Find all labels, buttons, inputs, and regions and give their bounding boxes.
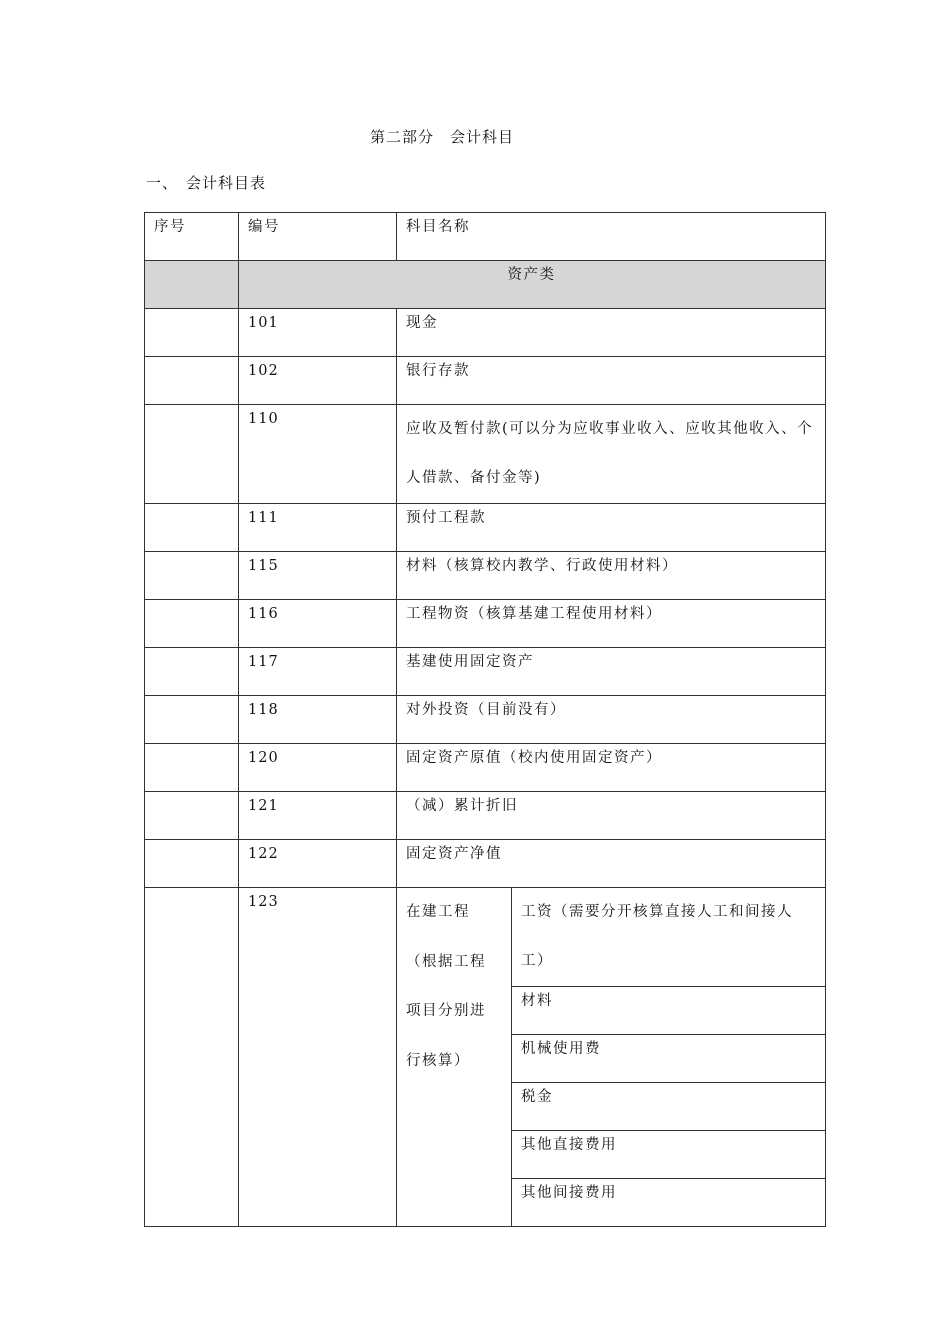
table-row: [145, 648, 826, 696]
construction-row: [145, 888, 826, 987]
construction-item: 工资（需要分开核算直接人工和间接人工）: [512, 888, 826, 987]
category-row: [145, 261, 826, 309]
row-name: （减）累计折旧: [397, 792, 826, 840]
row-name: 基建使用固定资产: [397, 648, 826, 696]
table-row: [145, 696, 826, 744]
row-name: 固定资产净值: [397, 840, 826, 888]
construction-item: 税金: [512, 1083, 826, 1131]
part-label: 第二部分: [369, 128, 434, 146]
row-code: 115: [239, 552, 397, 600]
row-name: 现金: [397, 309, 826, 357]
table-row: [145, 792, 826, 840]
row-code: 116: [239, 600, 397, 648]
table-row: [145, 600, 826, 648]
row-name: 对外投资（目前没有）: [397, 696, 826, 744]
section-heading: [146, 172, 266, 193]
row-name: 应收及暂付款(可以分为应收事业收入、应收其他收入、个人借款、备付金等): [397, 405, 826, 504]
construction-item: 其他直接费用: [512, 1131, 826, 1179]
part-name: 会计科目: [450, 128, 515, 146]
construction-item: 其他间接费用: [512, 1179, 826, 1227]
construction-name: 在建工程（根据工程项目分别进行核算）: [397, 888, 512, 1227]
table-row: [145, 504, 826, 552]
row-code: 117: [239, 648, 397, 696]
header-index: 序号: [145, 213, 239, 261]
table-row: [145, 744, 826, 792]
row-name: 银行存款: [397, 357, 826, 405]
row-code: 120: [239, 744, 397, 792]
row-name: 材料（核算校内教学、行政使用材料）: [397, 552, 826, 600]
table-row: [145, 552, 826, 600]
row-code: 110: [239, 405, 397, 504]
accounts-table: [144, 212, 826, 1227]
row-code: 121: [239, 792, 397, 840]
table-row: [145, 309, 826, 357]
construction-code: 123: [239, 888, 397, 1227]
row-code: 102: [239, 357, 397, 405]
row-name: 工程物资（核算基建工程使用材料）: [397, 600, 826, 648]
row-code: 122: [239, 840, 397, 888]
construction-item: 材料: [512, 987, 826, 1035]
table-row: [145, 357, 826, 405]
row-name: 固定资产原值（校内使用固定资产）: [397, 744, 826, 792]
table-header-row: [145, 213, 826, 261]
row-name: 预付工程款: [397, 504, 826, 552]
header-code: 编号: [239, 213, 397, 261]
row-code: 101: [239, 309, 397, 357]
page-title: [0, 126, 884, 147]
table-row: [145, 405, 826, 504]
table-row: [145, 840, 826, 888]
category-label: 资产类: [239, 261, 826, 309]
header-name: 科目名称: [397, 213, 826, 261]
section-label: 会计科目表: [186, 174, 267, 192]
row-code: 111: [239, 504, 397, 552]
row-code: 118: [239, 696, 397, 744]
section-number: 一、: [146, 174, 179, 192]
construction-item: 机械使用费: [512, 1035, 826, 1083]
